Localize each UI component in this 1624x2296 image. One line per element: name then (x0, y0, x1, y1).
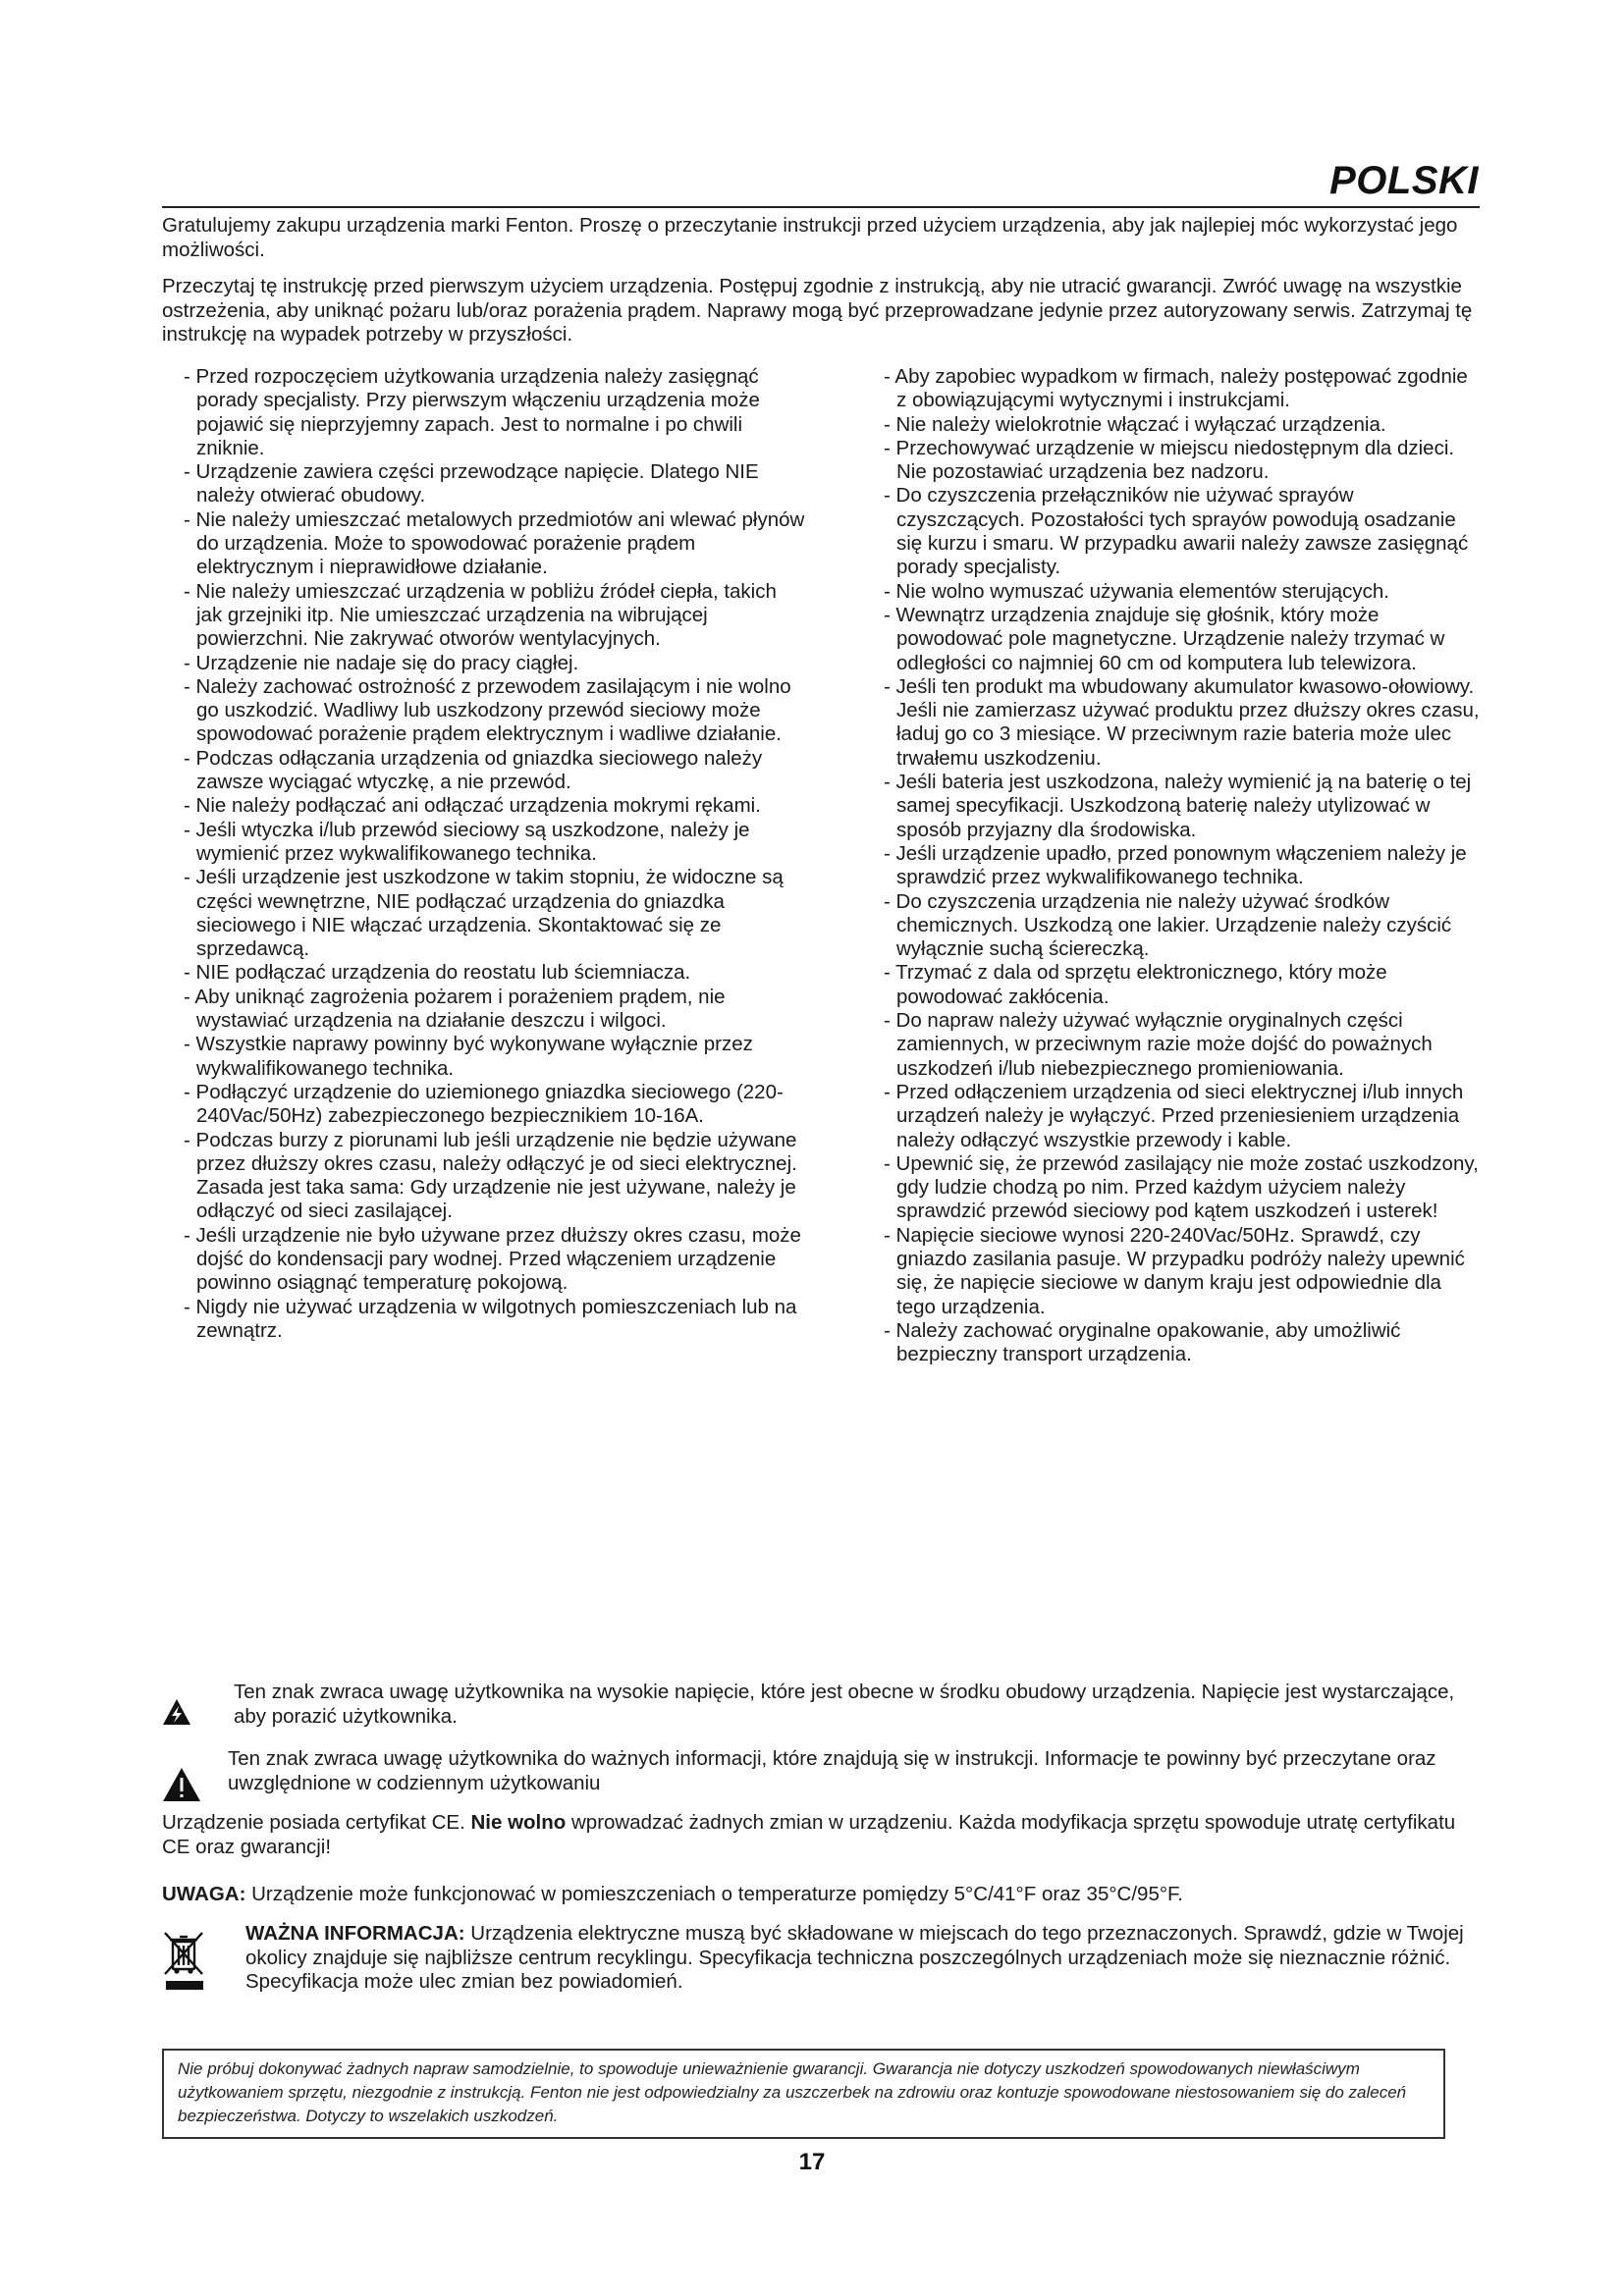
exclamation-warning-icon (162, 1767, 201, 1809)
list-item: - Jeśli ten produkt ma wbudowany akumulator kwasowo-ołowiowy. Jeśli nie zamierzasz używać produktu przez dłuższy okres czasu, ładuj go co 3 miesiące. W przeciwnym razie bateria może ulec trwałemu uszkodzeniu. (884, 674, 1480, 770)
ce-text-before: Urządzenie posiada certyfikat CE. (162, 1811, 471, 1834)
lightning-warning-icon (162, 1698, 191, 1733)
ce-text-after: wprowadzać żadnych zmian w urządzeniu. Każda modyfikacja sprzętu spowoduje utratę certyfikatu CE oraz gwarancji! (162, 1811, 1456, 1858)
high-voltage-text: Ten znak zwraca uwagę użytkownika na wysokie napięcie, które jest obecne w środku obudowy urządzenia. Napięcie jest wystarczające, aby porazić użytkownika. (234, 1681, 1455, 1728)
heading-rule (162, 206, 1480, 208)
list-item: - Należy zachować ostrożność z przewodem zasilającym i nie wolno go uszkodzić. Wadliwy lub uszkodzony przewód sieciowy może spowodować porażenie prądem elektrycznym i wadliwe działanie. (184, 674, 791, 746)
list-item: - Do czyszczenia przełączników nie używać sprayów czyszczących. Pozostałości tych sprayów powodują osadzanie się kurzu i smaru. W przypadku awarii należy zawsze zasięgnąć porady specjalisty. (884, 484, 1469, 579)
list-item: - Nie wolno wymuszać używania elementów sterujących. (884, 579, 1389, 603)
ce-paragraph (162, 1811, 1480, 1859)
list-item: - Nie należy podłączać ani odłączać urządzenia mokrymi rękami. (184, 794, 761, 818)
disclaimer-text: Nie próbuj dokonywać żadnych napraw samodzielnie, to spowoduje unieważnienie gwarancji. Gwarancja nie dotyczy uszkodzeń spowodowanych niewłaściwym użytkowaniem sprzętu, niezgodnie z instrukcją. Fenton nie jest odpowiedzialny za uszczerbek na zdrowiu oraz kontuzje spowodowane niestosowaniem się do zaleceń bezpieczeństwa. Dotyczy to wszelakich uszkodzeń. (178, 2059, 1407, 2125)
list-item: - Napięcie sieciowe wynosi 220-240Vac/50Hz. Sprawdź, czy gniazdo zasilania pasuje. W przypadku podróży należy upewnić się, że napięcie sieciowe w danym kraju jest odpowiednie dla tego urządzenia. (884, 1223, 1465, 1318)
intro-paragraph-2: Przeczytaj tę instrukcję przed pierwszym użyciem urządzenia. Postępuj zgodnie z instrukcją, aby nie utracić gwarancji. Zwróć uwagę na wszystkie ostrzeżenia, aby uniknąć pożaru lub/oraz porażenia prądem. Naprawy mogą być przeprowadzane jedynie przez autoryzowany serwis. Zatrzymaj tę instrukcję na wypadek potrzeby w przyszłości. (162, 275, 1473, 346)
uwaga-text: Urządzenie może funkcjonować w pomieszczeniach o temperaturze pomiędzy 5°C/41°F oraz 35°C/95°F. (245, 1883, 1183, 1905)
list-item: - Do napraw należy używać wyłącznie oryginalnych części zamiennych, w przeciwnym razie może dojść do poważnych uszkodzeń i/lub niebezpiecznego promieniowania. (884, 1009, 1433, 1080)
list-item: - Trzymać z dala od sprzętu elektronicznego, który może powodować zakłócenia. (884, 961, 1387, 1008)
list-item: - Jeśli wtyczka i/lub przewód sieciowy są uszkodzone, należy je wymienić przez wykwalifikowanego technika. (184, 818, 750, 865)
uwaga-paragraph (162, 1883, 1480, 1907)
intro-paragraph-1: Gratulujemy zakupu urządzenia marki Fenton. Proszę o przeczytanie instrukcji przed użyciem urządzenia, aby jak najlepiej móc wykorzystać jego możliwości. (162, 214, 1458, 261)
list-item: - Nie należy umieszczać urządzenia w pobliżu źródeł ciepła, takich jak grzejniki itp. Nie umieszczać urządzenia na wibrującej powierzchni. Nie zakrywać otworów wentylacyjnych. (184, 579, 777, 651)
list-item: - Podłączyć urządzenie do uziemionego gniazdka sieciowego (220-240Vac/50Hz) zabezpieczonego bezpiecznikiem 10-16A. (184, 1080, 784, 1128)
ce-text-bold: Nie wolno (470, 1811, 567, 1834)
safety-list-right (872, 365, 1481, 1366)
list-item: - Jeśli urządzenie jest uszkodzone w takim stopniu, że widoczne są części wewnętrzne, NIE podłączać urządzenia do gniazdka sieciowego i NIE włączać urządzenia. Skontaktować się ze sprzedawcą. (184, 866, 784, 961)
weee-text (245, 1922, 1480, 1995)
list-item: - Aby zapobiec wypadkom w firmach, należy postępować zgodnie z obowiązującymi wytycznymi i instrukcjami. (884, 365, 1468, 412)
list-item: - Wewnątrz urządzenia znajduje się głośnik, który może powodować pole magnetyczne. Urządzenie należy trzymać w odległości co najmniej 60 cm od komputera lub telewizora. (884, 603, 1445, 674)
list-item: - Nigdy nie używać urządzenia w wilgotnych pomieszczeniach lub na zewnątrz. (184, 1295, 797, 1342)
list-item: - Urządzenie nie nadaje się do pracy ciągłej. (184, 651, 579, 674)
list-item: - Nie należy umieszczać metalowych przedmiotów ani wlewać płynów do urządzenia. Może to spowodować porażenie prądem elektrycznym i nieprawidłowe działanie. (184, 507, 805, 579)
weee-label: WAŻNA INFORMACJA: (245, 1922, 465, 1945)
page-number: 17 (798, 2149, 826, 2175)
list-item: - Przed rozpoczęciem użytkowania urządzenia należy zasięgnąć porady specjalisty. Przy pierwszym włączeniu urządzenia może pojawić się nieprzyjemny zapach. Jest to normalne i po chwili zniknie. (184, 365, 760, 459)
list-item: - Należy zachować oryginalne opakowanie, aby umożliwić bezpieczny transport urządzenia. (884, 1318, 1401, 1366)
weee-body: Urządzenia elektryczne muszą być składowane w miejscach do tego przeznaczonych. Sprawdź, gdzie w Twojej okolicy znajduje się najbliższe centrum recyklingu. Specyfikacja techniczna poszczególnych urządzeniach może się nieznacznie różnić. Specyfikacja może ulec zmian bez powiadomień. (245, 1922, 1464, 1993)
uwaga-label: UWAGA: (162, 1883, 246, 1905)
important-info-text: Ten znak zwraca uwagę użytkownika do ważnych informacji, które znajdują się w instrukcji. Informacje te powinny być przeczytane oraz uwzględnione w codziennym użytkowaniu (228, 1747, 1436, 1794)
crossed-bin-icon (162, 1928, 207, 2000)
list-item: - Przechowywać urządzenie w miejscu niedostępnym dla dzieci. Nie pozostawiać urządzenia bez nadzoru. (884, 436, 1455, 484)
list-item: - Aby uniknąć zagrożenia pożarem i porażeniem prądem, nie wystawiać urządzenia na działanie deszczu i wilgoci. (184, 985, 726, 1033)
list-item: - Jeśli urządzenie nie było używane przez dłuższy okres czasu, może dojść do kondensacji pary wodnej. Przed włączeniem urządzenie powinno osiągnąć temperaturę pokojową. (184, 1223, 801, 1295)
list-item: - Przed odłączeniem urządzenia od sieci elektrycznej i/lub innych urządzeń należy je wyłączyć. Przed przeniesieniem urządzenia należy odłączyć wszystkie przewody i kable. (884, 1080, 1464, 1151)
list-item: - NIE podłączać urządzenia do reostatu lub ściemniacza. (184, 961, 691, 985)
list-item: - Podczas odłączania urządzenia od gniazdka sieciowego należy zawsze wyciągać wtyczkę, a nie przewód. (184, 746, 763, 794)
list-item: - Jeśli bateria jest uszkodzona, należy wymienić ją na baterię o tej samej specyfikacji. Uszkodzoną baterię należy utylizować w sposób przyjazny dla środowiska. (884, 771, 1472, 841)
list-item: - Wszystkie naprawy powinny być wykonywane wyłącznie przez wykwalifikowanego technika. (184, 1033, 753, 1080)
list-item: - Jeśli urządzenie upadło, przed ponownym włączeniem należy je sprawdzić przez wykwalifikowanego technika. (884, 841, 1467, 889)
disclaimer-box (162, 2049, 1445, 2139)
list-item: - Upewnić się, że przewód zasilający nie może zostać uszkodzony, gdy ludzie chodzą po nim. Przed każdym użyciem należy sprawdzić przewód sieciowy pod kątem uszkodzeń i usterek! (884, 1151, 1479, 1223)
list-item: - Podczas burzy z piorunami lub jeśli urządzenie nie będzie używane przez dłuższy okres czasu, należy odłączyć je od sieci elektrycznej. Zasada jest taka sama: Gdy urządzenie nie jest używane, należy je odłączyć od sieci zasilającej. (184, 1128, 797, 1223)
list-item: - Do czyszczenia urządzenia nie należy używać środków chemicznych. Uszkodzą one lakier. Urządzenie należy czyścić wyłącznie suchą ściereczką. (884, 889, 1452, 961)
list-item: - Nie należy wielokrotnie włączać i wyłączać urządzenia. (884, 412, 1386, 436)
list-item: - Urządzenie zawiera części przewodzące napięcie. Dlatego NIE należy otwierać obudowy. (184, 460, 759, 507)
language-heading: POLSKI (1329, 159, 1479, 202)
safety-list-left (172, 365, 805, 1343)
